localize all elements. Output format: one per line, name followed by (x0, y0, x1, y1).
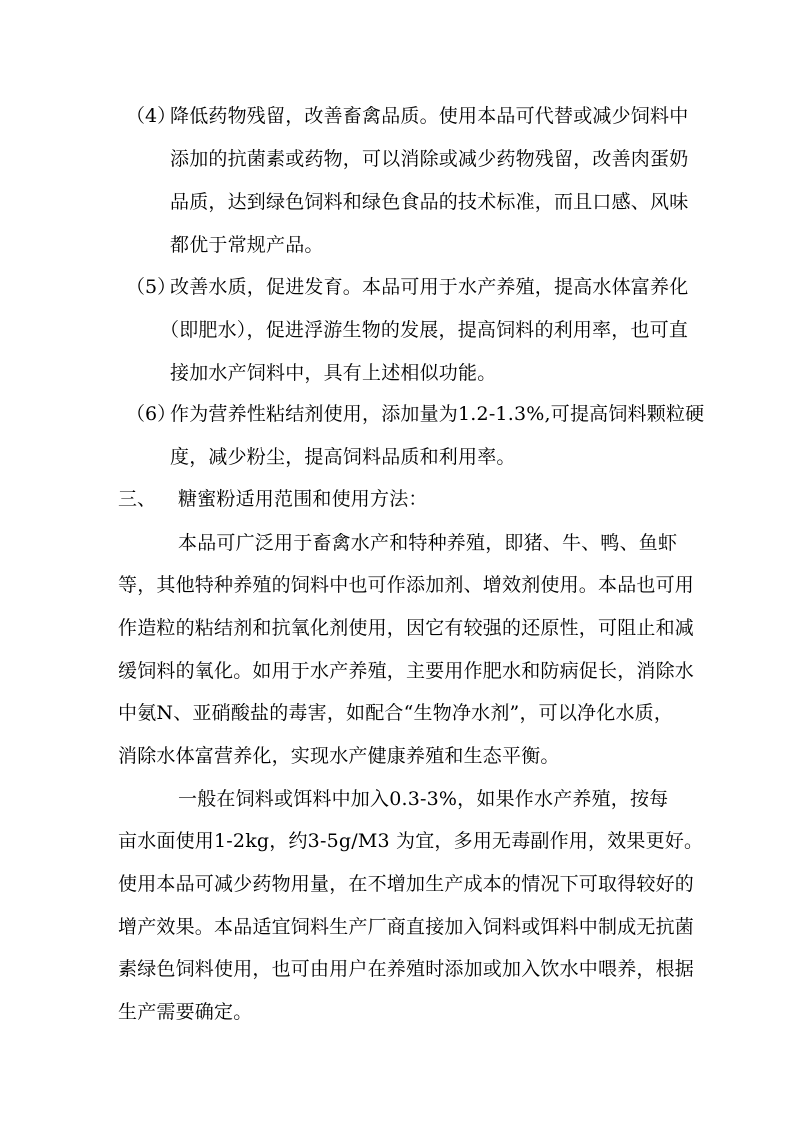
para1-line-6: 消除水体富营养化，实现水产健康养殖和生态平衡。 (118, 745, 560, 767)
para2-line-1: 一般在饲料或饵料中加入0.3-3%，如果作水产养殖，按每 (178, 788, 669, 810)
item-6-line-1: 作为营养性粘结剂使用，添加量为1.2-1.3%,可提高饲料颗粒硬 (170, 403, 705, 425)
para2-line-5: 素绿色饲料使用，也可由用户在养殖时添加或加入饮水中喂养，根据 (118, 958, 695, 980)
para1-line-4: 缓饲料的氧化。如用于水产养殖，主要用作肥水和防病促长，消除水 (118, 660, 695, 682)
item-5-line-3: 接加水产饲料中，具有上述相似功能。 (170, 362, 497, 384)
para2-line-3: 使用本品可减少药物用量，在不增加生产成本的情况下可取得较好的 (118, 873, 695, 895)
item-6-line-2: 度，减少粉尘，提高饲料品质和利用率。 (170, 446, 516, 468)
item-6-number: （6） (126, 403, 177, 425)
item-5-number: （5） (126, 276, 177, 298)
para2-line-6: 生产需要确定。 (118, 1001, 253, 1023)
para1-line-1: 本品可广泛用于畜禽水产和特种养殖，即猪、牛、鸭、鱼虾 (178, 532, 678, 554)
item-4-line-1: 降低药物残留，改善畜禽品质。使用本品可代替或减少饲料中 (170, 105, 689, 127)
para2-line-4: 增产效果。本品适宜饲料生产厂商直接加入饲料或饵料中制成无抗菌 (118, 916, 695, 938)
para1-line-5: 中氨N、亚硝酸盐的毒害，如配合“生物净水剂”，可以净化水质， (118, 702, 674, 724)
section-number: 三、 (118, 488, 157, 510)
item-4-line-3: 品质，达到绿色饲料和绿色食品的技术标准，而且口感、风味 (170, 191, 689, 213)
item-4-line-4: 都优于常规产品。 (170, 234, 324, 256)
para2-line-2: 亩水面使用1-2kg，约3-5g/M3 为宜，多用无毒副作用，效果更好。 (118, 830, 704, 852)
item-4-number: （4） (126, 105, 177, 127)
item-5-line-1: 改善水质，促进发育。本品可用于水产养殖，提高水体富养化 (170, 276, 689, 298)
para1-line-3: 作造粒的粘结剂和抗氧化剂使用，因它有较强的还原性，可阻止和减 (118, 617, 695, 639)
item-4-line-2: 添加的抗菌素或药物，可以消除或减少药物残留，改善肉蛋奶 (170, 148, 689, 170)
item-5-line-2: （即肥水），促进浮游生物的发展，提高饲料的利用率，也可直 (160, 319, 689, 341)
para1-line-2: 等，其他特种养殖的饲料中也可作添加剂、增效剂使用。本品也可用 (118, 574, 695, 596)
section-title: 糖蜜粉适用范围和使用方法： (178, 488, 428, 510)
